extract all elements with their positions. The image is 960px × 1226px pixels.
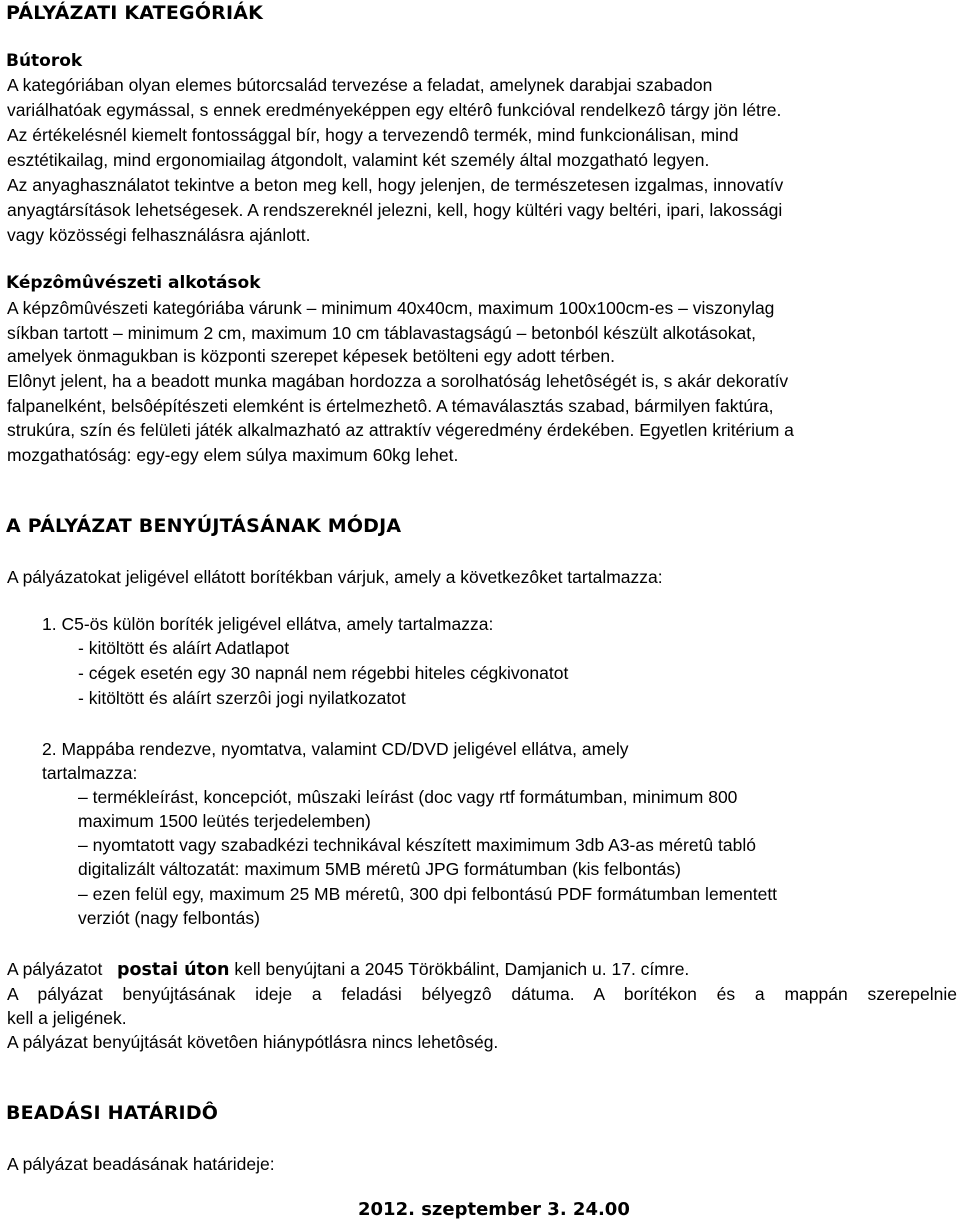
folder-item-line: maximum 1500 leütés terjedelemben) — [78, 811, 371, 831]
art-text-line: amelyek önmagukban is központi szerepet képesek betölteni egy adott térben. — [7, 346, 616, 366]
category-heading-art: Képzômûvészeti alkotások — [6, 273, 261, 293]
folder-item-line: verziót (nagy felbontás) — [78, 908, 260, 928]
folder-item-line: digitalizált változatát: maximum 5MB méretû JPG formátumban (kis felbontás) — [78, 859, 681, 879]
postal-emphasis: postai úton — [116, 960, 230, 980]
art-text-line: síkban tartott – minimum 2 cm, maximum 10 cm táblavastagságú – betonból készült alkotásokat, — [7, 323, 756, 343]
folder-item-line: 2. Mappába rendezve, nyomtatva, valamint CD/DVD jeligével ellátva, amely — [42, 739, 629, 759]
postal-instruction — [7, 958, 689, 981]
submission-date-rule-cont: kell a jeligének. — [7, 1008, 127, 1028]
folder-item-line: – nyomtatott vagy szabadkézi technikával készített maximimum 3db A3-as méretû tabló — [78, 835, 756, 855]
folder-item-line: – ezen felül egy, maximum 25 MB méretû, 300 dpi felbontású PDF formátumban lementett — [78, 884, 778, 904]
furniture-text-line: variálhatóak egymással, s ennek eredményeképpen egy eltérô funkcióval rendelkezô tárgy jön létre. — [7, 100, 782, 120]
art-text-line: strukúra, szín és felületi játék alkalmazható az attraktív végeredmény érdekében. Egyetlen kritérium a — [7, 420, 794, 440]
folder-item-line: – termékleírást, koncepciót, mûszaki leírást (doc vagy rtf formátumban, minimum 800 — [78, 787, 738, 807]
art-text-line: falpanelként, belsôépítészeti elemként is értelmezhetô. A témaválasztás szabad, bármilyen faktúra, — [7, 396, 774, 416]
furniture-text-line: Az anyaghasználatot tekintve a beton meg kell, hogy jelenjen, de természetesen izgalmas, innovatív — [7, 175, 784, 195]
envelope-subitem: - kitöltött és aláírt szerzôi jogi nyilatkozatot — [78, 688, 406, 708]
category-heading-furniture: Bútorok — [6, 51, 83, 71]
folder-item-line: tartalmazza: — [42, 763, 138, 783]
furniture-text-line: anyagtársítások lehetségesek. A rendszereknél jelezni, kell, hogy kültéri vagy beltéri, ipari, lakossági — [7, 200, 783, 220]
deadline-date: 2012. szeptember 3. 24.00 — [358, 1199, 630, 1220]
furniture-text-line: vagy közösségi felhasználásra ajánlott. — [7, 225, 311, 245]
furniture-text-line: Az értékelésnél kiemelt fontossággal bír, hogy a tervezendô termék, mind funkcionálisan, mind — [7, 125, 739, 145]
art-text-line: Elônyt jelent, ha a beadott munka magában hordozza a sorolhatóság lehetôségét is, s akár dekoratív — [7, 371, 789, 391]
postal-prefix: A pályázatot — [7, 959, 103, 979]
furniture-text-line: esztétikailag, mind ergonomiailag átgondolt, valamint két személy által mozgatható legyen. — [7, 150, 710, 170]
postal-suffix: kell benyújtani a 2045 Törökbálint, Damjanich u. 17. címre. — [229, 959, 690, 979]
section-title-categories: PÁLYÁZATI KATEGÓRIÁK — [6, 2, 264, 24]
section-title-submission: A PÁLYÁZAT BENYÚJTÁSÁNAK MÓDJA — [6, 515, 402, 537]
deadline-intro: A pályázat beadásának határideje: — [7, 1154, 275, 1174]
envelope-item-label: 1. C5-ös külön boríték jeligével ellátva, amely tartalmazza: — [42, 614, 494, 634]
art-text-line: mozgathatóság: egy-egy elem súlya maximum 60kg lehet. — [7, 445, 459, 465]
envelope-subitem: - cégek esetén egy 30 napnál nem régebbi hiteles cégkivonatot — [78, 663, 569, 683]
no-supplement-note: A pályázat benyújtását követôen hiánypótlásra nincs lehetôség. — [7, 1032, 499, 1052]
furniture-text-line: A kategóriában olyan elemes bútorcsalád tervezése a feladat, amelynek darabjai szabadon — [7, 75, 713, 95]
submission-intro: A pályázatokat jeligével ellátott borítékban várjuk, amely a következôket tartalmazza: — [7, 567, 663, 587]
submission-date-rule: A pályázat benyújtásának ideje a feladási bélyegzô dátuma. A borítékon és a mappán szerepelnie — [7, 984, 957, 1004]
envelope-subitem: - kitöltött és aláírt Adatlapot — [78, 638, 290, 658]
art-text-line: A képzômûvészeti kategóriába várunk – minimum 40x40cm, maximum 100x100cm-es – viszonylag — [7, 298, 775, 318]
section-title-deadline: BEADÁSI HATÁRIDÔ — [6, 1102, 219, 1124]
